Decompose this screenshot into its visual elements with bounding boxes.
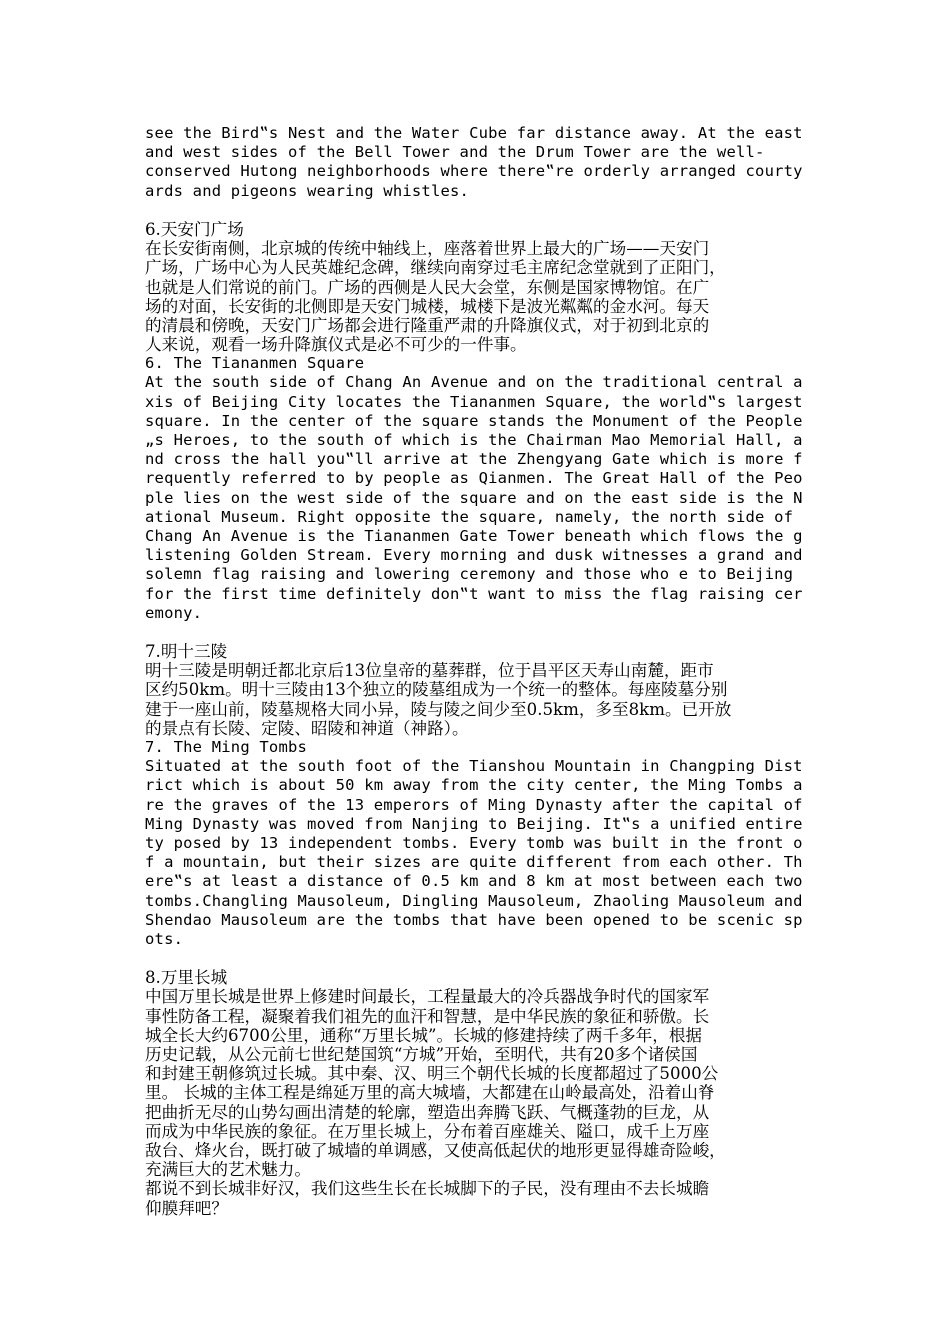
section-title-zh: 7.明十三陵	[145, 642, 228, 662]
text-line: 建于一座山前，陵墓规格大同小异，陵与陵之间少至0.5km，多至8km。已开放	[145, 699, 732, 719]
text-line: for the first time definitely don‟t want to miss the flag raising cer	[145, 584, 803, 603]
section-title-zh: 8.万里长城	[145, 968, 228, 988]
text-line: and west sides of the Bell Tower and the Drum Tower are the well-	[145, 143, 765, 162]
text-line: xis of Beijing City locates the Tiananmen Square, the world‟s largest	[145, 392, 803, 411]
text-line: ere‟s at least a distance of 0.5 km and 8 km at most between each two	[145, 872, 803, 891]
text-line: 充满巨大的艺术魅力。	[145, 1160, 311, 1180]
text-line: 人来说，观看一场升降旗仪式是必不可少的一件事。	[145, 335, 527, 355]
spacer	[145, 201, 810, 220]
text-line: rict which is about 50 km away from the city center, the Ming Tombs a	[145, 776, 803, 795]
text-line: Shendao Mausoleum are the tombs that have been opened to be scenic sp	[145, 910, 803, 929]
text-line: 历史记载，从公元前七世纪楚国筑“方城”开始，至明代，共有20多个诸侯国	[145, 1045, 698, 1064]
text-line: Situated at the south foot of the Tianshou Mountain in Changping Dist	[145, 757, 803, 776]
text-line: 的景点有长陵、定陵、昭陵和神道（神路）。	[145, 718, 469, 738]
text-line: 区约50km。明十三陵由13个独立的陵墓组成为一个统一的整体。每座陵墓分别	[145, 680, 728, 700]
section-ming-tombs	[145, 642, 810, 949]
text-line: 事性防备工程，凝聚着我们祖先的血汗和智慧，是中华民族的象征和骄傲。长	[145, 1006, 710, 1026]
text-line: re the graves of the 13 emperors of Ming Dynasty after the capital of	[145, 795, 803, 814]
text-line: 中国万里长城是世界上修建时间最长，工程量最大的冷兵器战争时代的国家军	[145, 987, 710, 1007]
intro-paragraph	[145, 124, 810, 201]
text-line: ple lies on the west side of the square and on the east side is the N	[145, 488, 803, 507]
text-line: „s Heroes, to the south of which is the Chairman Mao Memorial Hall, a	[145, 431, 803, 449]
text-line: emony.	[145, 603, 203, 622]
text-line: Ming Dynasty was moved from Nanjing to Beijing. It‟s a unified entire	[145, 814, 803, 833]
text-line: 城全长大约6700公里，通称“万里长城”。长城的修建持续了两千多年，根据	[145, 1025, 703, 1045]
spacer	[145, 623, 810, 642]
text-line: tombs.Changling Mausoleum, Dingling Mausoleum, Zhaoling Mausoleum and	[145, 891, 803, 910]
text-line: f a mountain, but their sizes are quite different from each other. Th	[145, 853, 803, 872]
text-line: see the Bird‟s Nest and the Water Cube far distance away. At the east	[145, 124, 803, 142]
section-title-en: 6. The Tiananmen Square	[145, 354, 365, 373]
text-line: ards and pigeons wearing whistles.	[145, 181, 470, 200]
text-line: 敌台、烽火台，既打破了城墙的单调感，又使高低起伏的地形更显得雄奇险峻，	[145, 1140, 726, 1160]
text-line: 把曲折无尽的山势勾画出清楚的轮廓，塑造出奔腾飞跃、气概蓬勃的巨龙，从	[145, 1102, 710, 1122]
text-line: 里。 长城的主体工程是绵延万里的高大城墙，大都建在山岭最高处，沿着山脊	[145, 1083, 715, 1103]
text-line: 仰膜拜吧？	[145, 1198, 228, 1218]
text-line: square. In the center of the square stands the Monument of the People	[145, 411, 803, 430]
text-line: listening Golden Stream. Every morning and dusk witnesses a grand and	[145, 546, 803, 565]
text-line: 的清晨和傍晚，天安门广场都会进行隆重严肃的升降旗仪式，对于初到北京的	[145, 315, 710, 335]
text-line: requently referred to by people as Qianmen. The Great Hall of the Peo	[145, 469, 803, 488]
document-page	[145, 124, 810, 1218]
section-great-wall	[145, 968, 810, 1217]
text-line: 广场，广场中心为人民英雄纪念碑，继续向南穿过毛主席纪念堂就到了正阳门，	[145, 258, 726, 278]
section-title-zh: 6.天安门广场	[145, 219, 244, 239]
text-line: 和封建王朝修筑过长城。其中秦、汉、明三个朝代长城的长度都超过了5000公	[145, 1064, 719, 1084]
text-line: 场的对面，长安街的北侧即是天安门城楼，城楼下是波光粼粼的金水河。每天	[145, 296, 710, 316]
text-line: ational Museum. Right opposite the square, namely, the north side of	[145, 507, 794, 526]
section-title-en: 7. The Ming Tombs	[145, 738, 308, 756]
text-line: ots.	[145, 929, 184, 948]
text-line: 在长安街南侧，北京城的传统中轴线上，座落着世界上最大的广场——天安门	[145, 239, 710, 259]
text-line: At the south side of Chang An Avenue and on the traditional central a	[145, 373, 803, 392]
text-line: solemn flag raising and lowering ceremony and those who e to Beijing	[145, 565, 794, 584]
text-line: 而成为中华民族的象征。在万里长城上，分布着百座雄关、隘口，成千上万座	[145, 1121, 710, 1141]
text-line: conserved Hutong neighborhoods where there‟re orderly arranged courty	[145, 162, 803, 181]
text-line: 都说不到长城非好汉，我们这些生长在长城脚下的子民，没有理由不去长城瞻	[145, 1179, 710, 1199]
text-line: Chang An Avenue is the Tiananmen Gate Tower beneath which flows the g	[145, 526, 803, 545]
text-line: 也就是人们常说的前门。广场的西侧是人民大会堂，东侧是国家博物馆。在广	[145, 277, 710, 297]
text-line: ty posed by 13 independent tombs. Every tomb was built in the front o	[145, 833, 803, 852]
text-line: 明十三陵是明朝迁都北京后13位皇帝的墓葬群，位于昌平区天寿山南麓，距市	[145, 661, 714, 681]
text-line: nd cross the hall you‟ll arrive at the Zhengyang Gate which is more f	[145, 450, 803, 469]
section-tiananmen	[145, 220, 810, 623]
spacer	[145, 949, 810, 968]
